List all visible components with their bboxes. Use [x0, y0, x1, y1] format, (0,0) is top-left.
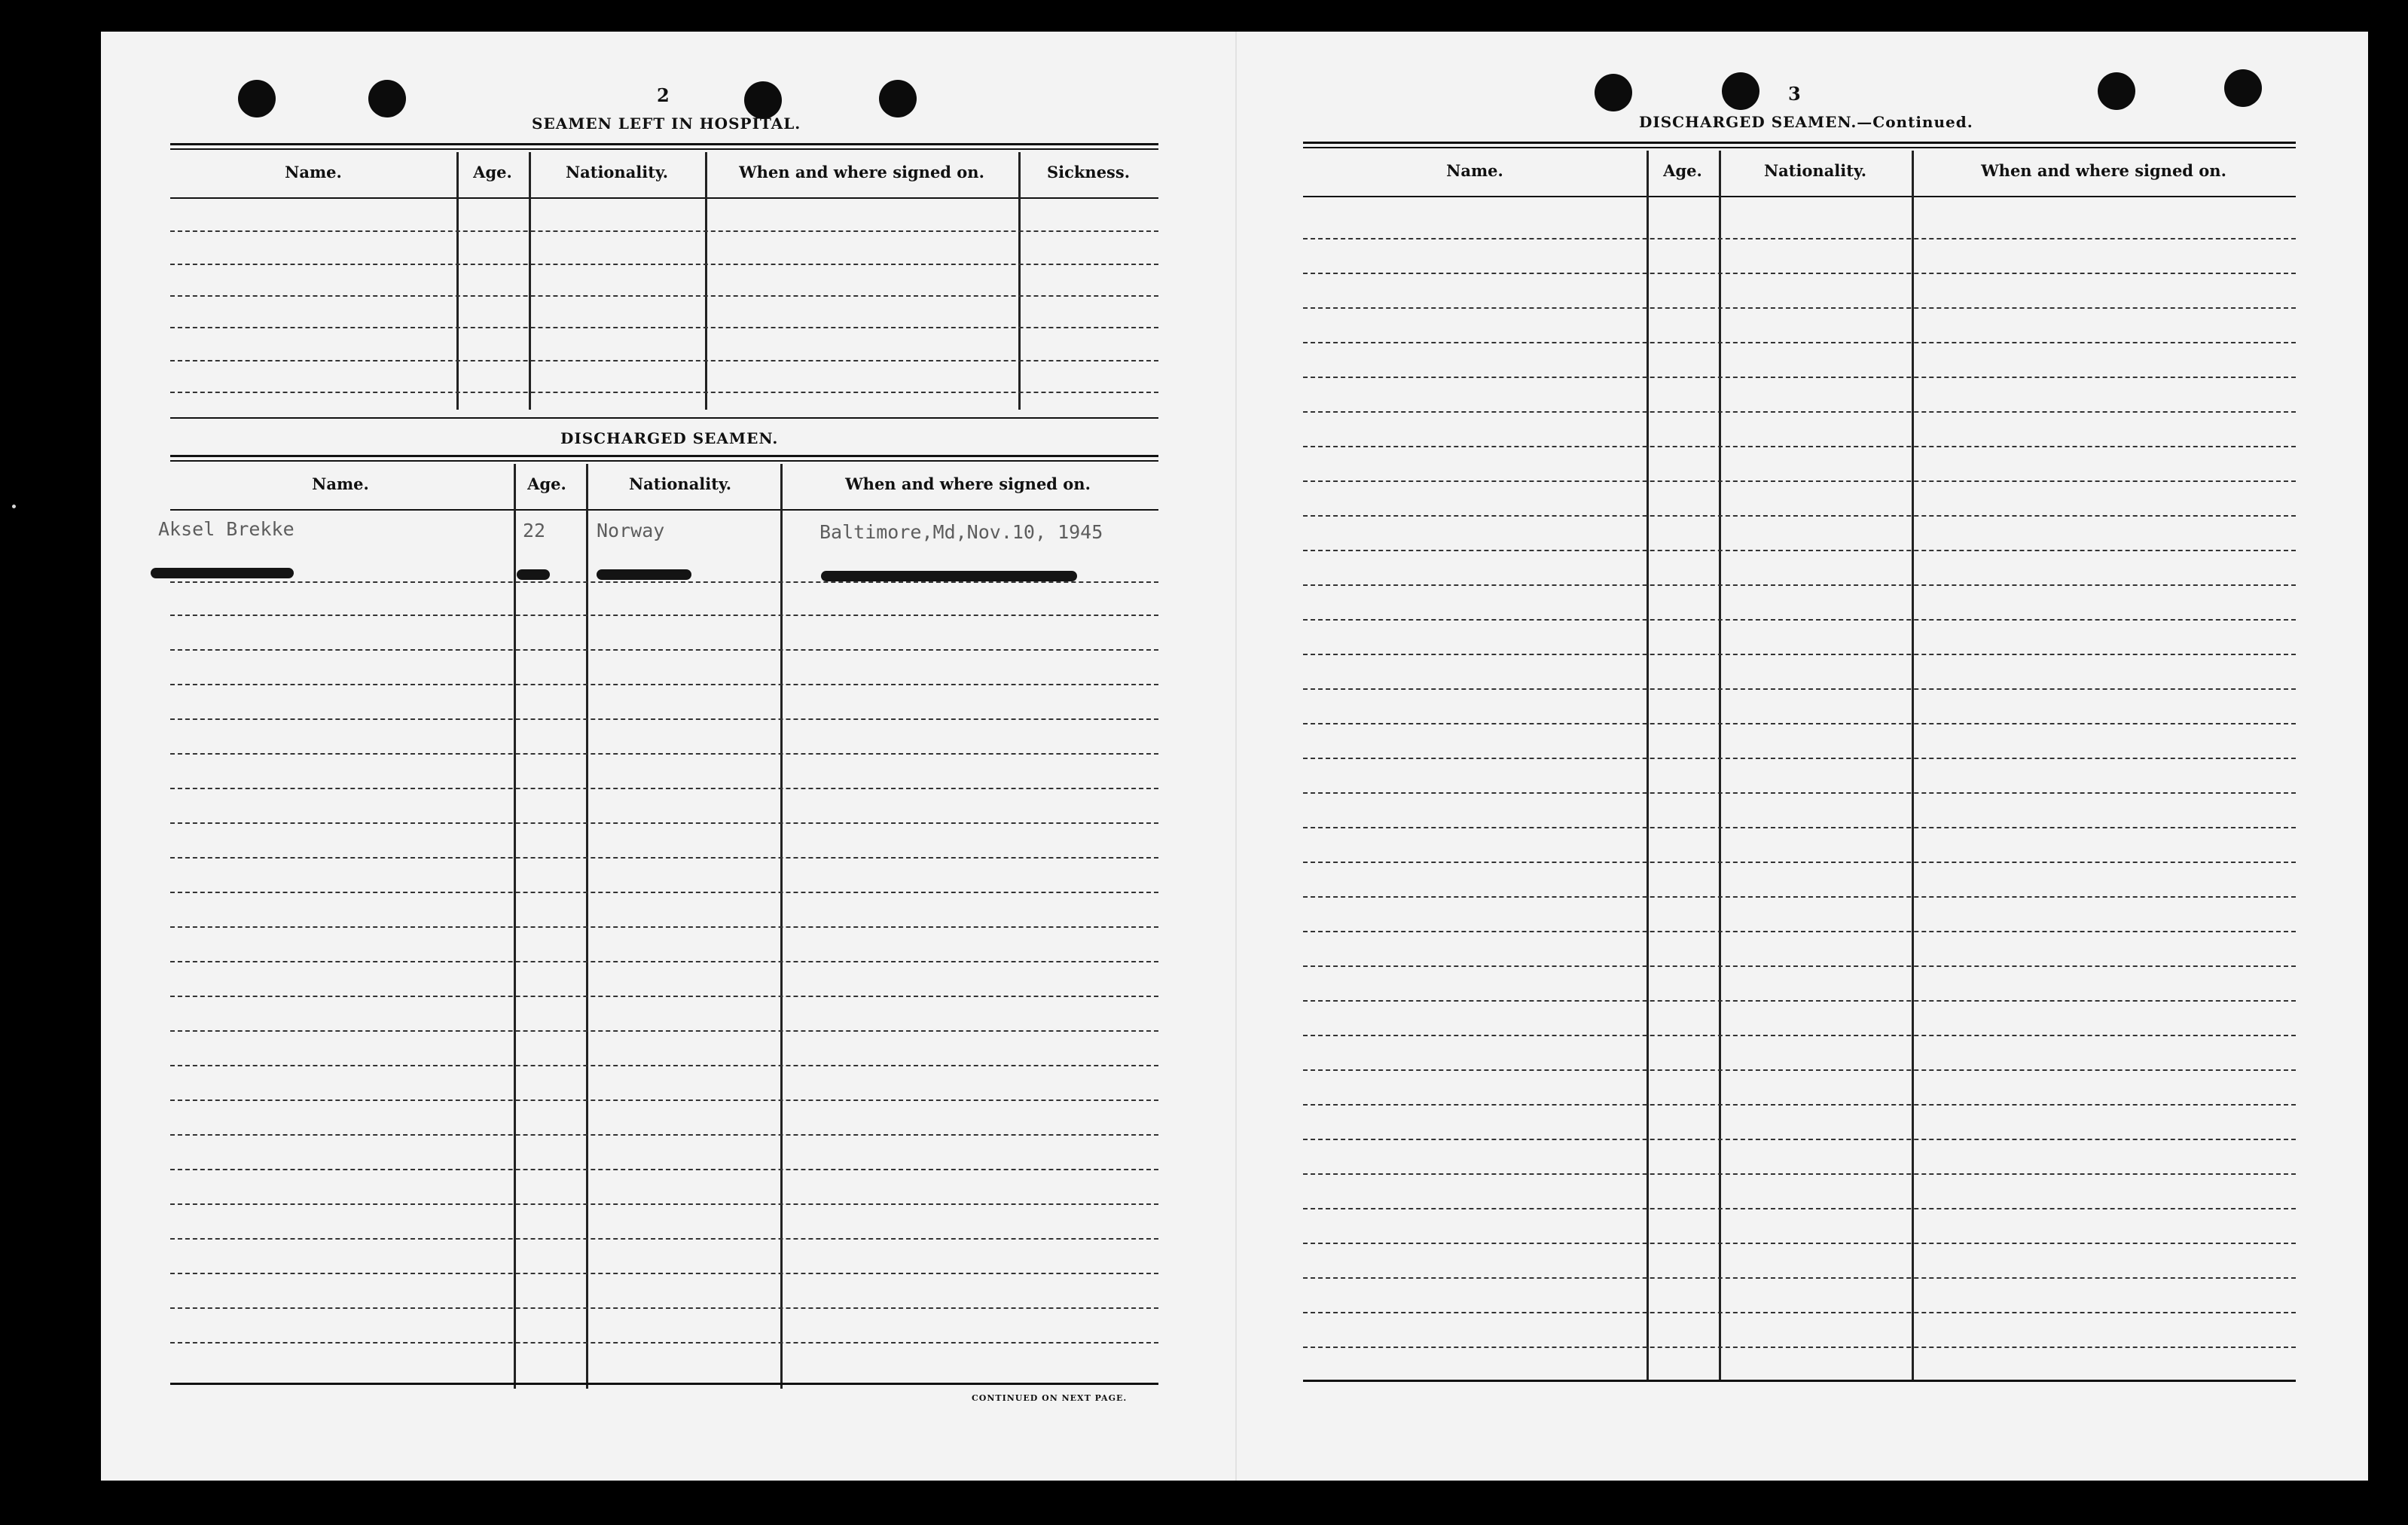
redacted-name — [151, 568, 294, 578]
hospital-table — [170, 143, 1158, 423]
discharged-table — [170, 455, 1158, 1389]
punch-hole — [1722, 72, 1759, 110]
col-header-name: Name. — [312, 474, 369, 493]
col-header-signed-on: When and where signed on. — [739, 163, 984, 181]
col-header-nationality: Nationality. — [628, 474, 732, 493]
redacted-age — [517, 569, 550, 580]
page-number-left: 2 — [657, 84, 670, 106]
hospital-section-title: SEAMEN LEFT IN HOSPITAL. — [532, 114, 801, 133]
redacted-nationality — [597, 569, 691, 580]
discharged-continued-title: DISCHARGED SEAMEN.—Continued. — [1639, 113, 1973, 131]
continued-footer: CONTINUED ON NEXT PAGE. — [972, 1393, 1128, 1403]
crew-nationality: Norway — [597, 520, 665, 541]
col-header-signed-on: When and where signed on. — [845, 474, 1091, 493]
punch-hole — [238, 80, 276, 117]
col-header-signed-on: When and where signed on. — [1981, 161, 2226, 180]
col-header-nationality: Nationality. — [1763, 161, 1867, 180]
punch-hole — [744, 81, 782, 119]
col-header-name: Name. — [1446, 161, 1503, 180]
crew-signed-on: Baltimore,Md,Nov.10, 1945 — [819, 521, 1103, 543]
crew-age: 22 — [523, 520, 546, 541]
discharged-section-title: DISCHARGED SEAMEN. — [560, 429, 779, 447]
col-header-sickness: Sickness. — [1046, 163, 1131, 181]
punch-hole — [2098, 72, 2135, 110]
redacted-signed-on — [821, 571, 1077, 581]
speck — [12, 505, 16, 508]
punch-hole — [879, 80, 917, 117]
col-header-age: Age. — [473, 163, 512, 181]
discharged-continued-table — [1303, 142, 2296, 1384]
punch-hole — [2224, 69, 2262, 107]
col-header-age: Age. — [527, 474, 566, 493]
col-header-nationality: Nationality. — [565, 163, 669, 181]
col-header-age: Age. — [1663, 161, 1702, 180]
page-fold — [1235, 32, 1237, 1481]
punch-hole — [368, 80, 406, 117]
col-header-name: Name. — [285, 163, 342, 181]
punch-hole — [1595, 74, 1632, 111]
crew-name: Aksel Brekke — [158, 518, 295, 540]
page-number-right: 3 — [1788, 83, 1801, 105]
